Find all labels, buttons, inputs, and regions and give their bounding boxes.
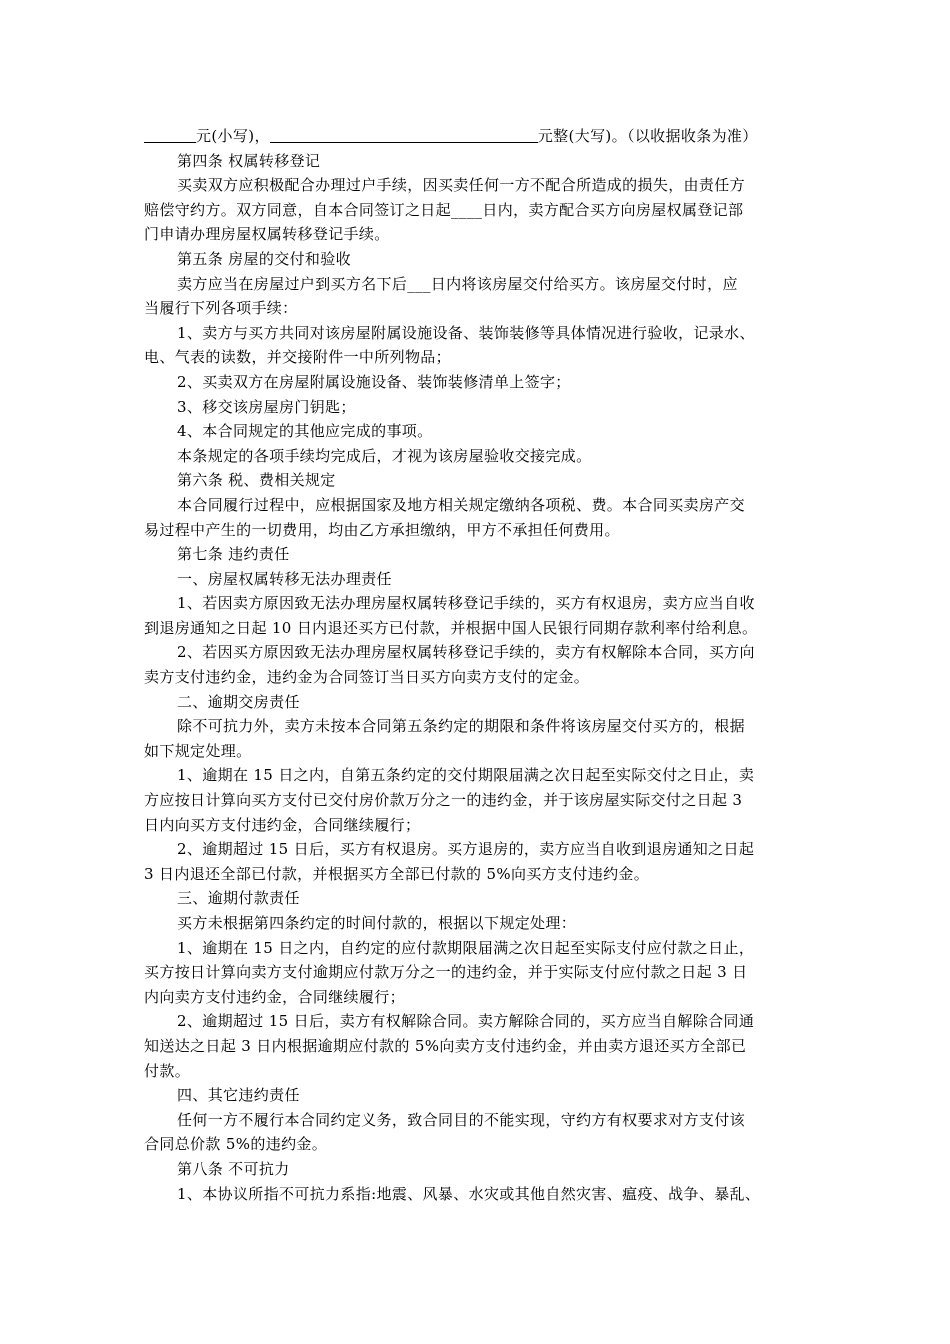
document-line: 第八条 不可抗力	[177, 1159, 290, 1178]
document-line: 当履行下列各项手续：	[144, 299, 298, 318]
document-line: 1、逾期在 15 日之内，自第五条约定的交付期限届满之次日起至实际交付之日止，卖	[177, 766, 755, 785]
document-line: 买方按日计算向卖方支付逾期应付款万分之一的违约金，并于实际支付应付款之日起 3 日	[144, 963, 748, 982]
document-line: 第五条 房屋的交付和验收	[177, 249, 351, 268]
document-line: 4、本合同规定的其他应完成的事项。	[177, 422, 433, 441]
document-body	[144, 124, 804, 1206]
document-line: 买卖双方应积极配合办理过户手续，因买卖任何一方不配合所造成的损失，由责任方	[177, 176, 745, 195]
document-line: 3、移交该房屋房门钥匙；	[177, 397, 356, 416]
document-line: 卖方支付违约金，违约金为合同签订当日买方向卖方支付的定金。	[144, 668, 590, 687]
document-line: 本合同履行过程中，应根据国家及地方相关规定缴纳各项税、费。本合同买卖房产交	[177, 495, 745, 514]
document-line: 门申请办理房屋权属转移登记手续。	[144, 225, 390, 244]
document-line: 电、气表的读数，并交接附件一中所列物品；	[144, 348, 452, 367]
document-line: 本条规定的各项手续均完成后，才视为该房屋验收交接完成。	[177, 446, 592, 465]
document-line: 1、本协议所指不可抗力系指:地震、风暴、水灾或其他自然灾害、瘟疫、战争、暴乱、	[177, 1184, 761, 1203]
document-line: 第六条 税、费相关规定	[177, 471, 336, 490]
document-line: 赔偿守约方。双方同意，自本合同签订之日起____日内，卖方配合买方向房屋权属登记部	[144, 200, 744, 219]
document-line: 合同总价款 5%的违约金。	[144, 1135, 328, 1154]
price-line-text-1: 元(小写)，	[196, 127, 270, 145]
document-line: 内向卖方支付违约金，合同继续履行；	[144, 987, 405, 1006]
document-line: 日内向买方支付违约金，合同继续履行；	[144, 815, 421, 834]
document-line: 方应按日计算向买方支付已交付房价款万分之一的违约金，并于该房屋实际交付之日起 3	[144, 791, 743, 810]
price-line	[144, 124, 804, 149]
document-line: 1、逾期在 15 日之内，自约定的应付款期限届满之次日起至实际支付应付款之日止，	[177, 938, 755, 957]
document-line: 买方未根据第四条约定的时间付款的，根据以下规定处理：	[177, 914, 577, 932]
price-line-text-2: 元整(大写)。（以收据收条为准）	[537, 127, 758, 145]
document-line: 除不可抗力外，卖方未按本合同第五条约定的期限和条件将该房屋交付买方的，根据	[177, 717, 745, 736]
document-line: 三、逾期付款责任	[177, 889, 300, 908]
document-line: 2、逾期超过 15 日后，卖方有权解除合同。卖方解除合同的，买方应当自解除合同通	[177, 1012, 755, 1031]
document-line: 二、逾期交房责任	[177, 692, 300, 711]
document-line: 任何一方不履行本合同约定义务，致合同目的不能实现，守约方有权要求对方支付该	[177, 1110, 745, 1129]
document-line: 卖方应当在房屋过户到买方名下后___日内将该房屋交付给买方。该房屋交付时，应	[177, 274, 738, 293]
amount-blank-uppercase	[270, 125, 538, 143]
document-line: 如下规定处理。	[144, 741, 252, 760]
document-line: 1、卖方与买方共同对该房屋附属设施设备、装饰装修等具体情况进行验收，记录水、	[177, 323, 755, 342]
document-line: 1、若因卖方原因致无法办理房屋权属转移登记手续的，买方有权退房，卖方应当自收	[177, 594, 755, 613]
document-line: 一、房屋权属转移无法办理责任	[177, 569, 392, 588]
document-line: 四、其它违约责任	[177, 1086, 300, 1105]
document-line: 3 日内退还全部已付款，并根据买方全部已付款的 5%向买方支付违约金。	[144, 864, 650, 883]
document-line: 知送达之日起 3 日内根据逾期应付款的 5%向卖方支付违约金，并由卖方退还买方全部已	[144, 1036, 747, 1055]
document-line: 第四条 权属转移登记	[177, 151, 321, 170]
document-line: 易过程中产生的一切费用，均由乙方承担缴纳，甲方不承担任何费用。	[144, 520, 620, 539]
document-line: 到退房通知之日起 10 日内退还买方已付款，并根据中国人民银行同期存款利率付给利息。	[144, 618, 758, 637]
document-line: 第七条 违约责任	[177, 545, 290, 564]
amount-blank-lowercase	[144, 125, 196, 143]
document-line: 2、逾期超过 15 日后，买方有权退房。买方退房的，卖方应当自收到退房通知之日起	[177, 840, 755, 859]
document-line: 付款。	[144, 1061, 191, 1080]
document-line: 2、买卖双方在房屋附属设施设备、装饰装修清单上签字；	[177, 372, 571, 391]
document-line: 2、若因买方原因致无法办理房屋权属转移登记手续的，卖方有权解除本合同，买方向	[177, 643, 755, 662]
